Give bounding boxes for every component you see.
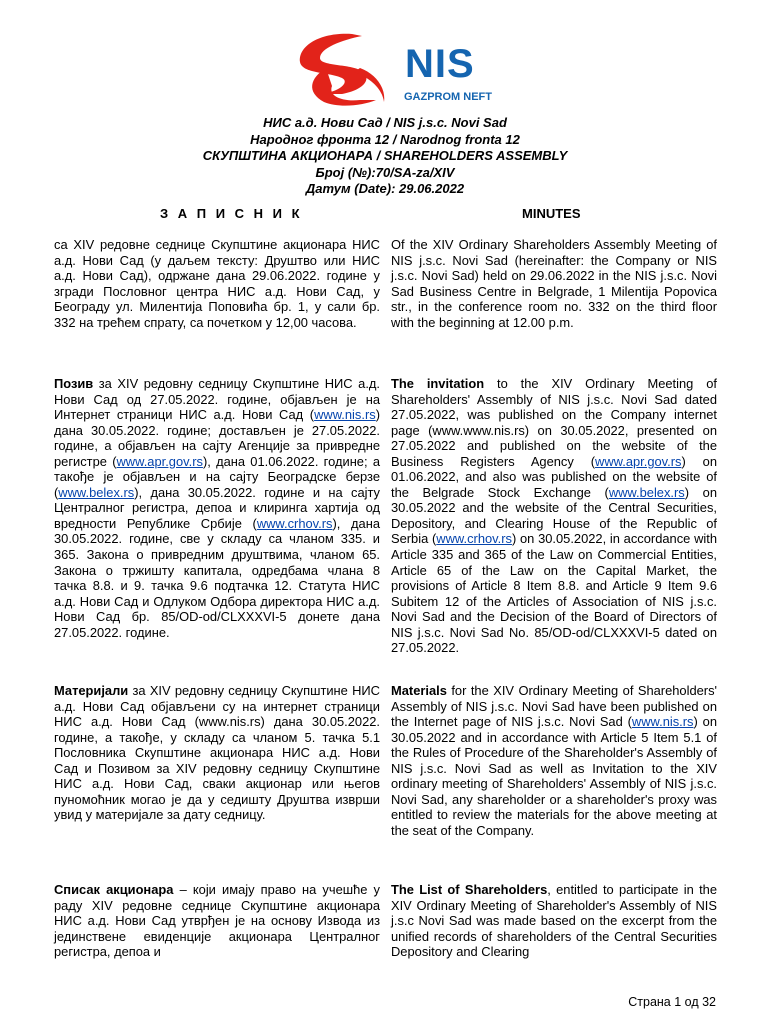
company-name: НИС а.д. Нови Сад / NIS j.s.c. Novi Sad — [263, 115, 507, 130]
text-span: to the XIV Ordinary Meeting of Shareholders' Assembly of NIS j.s.c. Novi Sad dated 27.05.2022, was published on the Company internet page (www.www.nis.rs) on 30.05.2022, presented on 27.05.2022 and published on the website of the Business Registers Agency ( — [391, 376, 717, 469]
document-number: Број (№):70/SA-za/XIV — [315, 164, 455, 180]
logo — [0, 28, 770, 112]
text-span: – који имају право на учешће у раду XIV редовне седнице Скупштине акционара НИС а.д. Нови Сад утврђен је на основу Извода из јединствене евиденције акционара Централног регистра, депоа и — [54, 882, 380, 960]
logo-subtitle: GAZPROM NEFT — [404, 91, 492, 103]
page-number: Страна 1 од 32 — [628, 995, 716, 1009]
link-crhov[interactable]: www.crhov.rs — [436, 531, 512, 547]
link-apr[interactable]: www.apr.gov.rs — [595, 453, 682, 469]
text-span: ), дана 01.06.2022. године; а такође је објављен и на сајту Београдске берзе ( — [54, 453, 380, 500]
text-span: ) on 30.05.2022, in accordance with Article 335 and 365 of the Law on Commercial Entities, Article 65 of the Law on the Capital Market, the provisions of Article 8 Item 8.8. and Article 9 Item 9.6 Subitem 12 of the Articles of Association of NIS j.s.c. Novi Sad and the Decision of the Board of Directors of NIS j.s.c. Novi Sad No. 85/OD-od/CLXXXVI-5 dated on 27.05.2022. — [391, 531, 717, 656]
text-span: ) дана 30.05.2022. године; достављен је 27.05.2022. године, а објављен на сајту Агенције за привредне регистре ( — [54, 407, 380, 469]
link-belex[interactable]: www.belex.rs — [608, 484, 685, 500]
document-date: Датум (Date): 29.06.2022 — [305, 181, 465, 196]
link-belex[interactable]: www.belex.rs — [58, 484, 135, 500]
paragraph-intro-sr: са XIV редовне седнице Скупштине акционара НИС а.д. Нови Сад (у даљем тексту: Друштво или НИС а.д. Нови Сад), одржане дана 29.06.2022. године у згради Пословног центра НИС а.д. Нови Сад, у Београду ул. Милентија Поповића бр. 1, у сали бр. 332 на трећем спрату, са почетком у 12,00 часова. — [54, 237, 380, 330]
materials-heading-en: Materials — [391, 683, 447, 698]
company-address: Народног фронта 12 / Narodnog fronta 12 — [250, 131, 520, 147]
paragraph-shareholders-sr — [54, 882, 380, 960]
shareholders-heading-sr: Списак акционара — [54, 882, 174, 897]
title-serbian: З А П И С Н И К — [160, 206, 303, 221]
link-nis[interactable]: www.nis.rs — [314, 407, 376, 423]
paragraph-materials-sr — [54, 683, 380, 823]
paragraph-intro-en: Of the XIV Ordinary Shareholders Assembly Meeting of NIS j.s.c. Novi Sad (hereinafter: the Company or NIS j.s.c. Novi Sad) held on 29.06.2022 in the NIS j.s.c. Novi Sad Business Centre in Belgrade, 1 Milentija Popovica str., in the conference room no. 332 on the third floor with the beginning at 12.00 p.m. — [391, 237, 717, 330]
text-span: for the XIV Ordinary Meeting of Shareholders' Assembly of NIS j.s.c. Novi Sad have been published on the Internet page of NIS j.s.c. Novi Sad ( — [391, 683, 717, 730]
link-crhov[interactable]: www.crhov.rs — [256, 515, 333, 531]
text-span: за XIV редовну седницу Скупштине НИС а.д. Нови Сад објављени су на интернет страници НИС а.д. Нови Сад (www.nis.rs) дана 30.05.2022. године, а такође, у складу са чланом 5. тачка 5.1 Пословника Скупштине акционара НИС а.д. Нови Сад и Позивом за XIV редовну седницу Скупштине НИС а.д. Нови Сад, сваки акционар или његов пуномоћник могао је да у седишту Друштва изврши увид у материјале за дату седницу. — [54, 683, 380, 823]
text-span: ), дана 30.05.2022. године и на сајту Централног регистра, депоа и клиринга хартија од вредности Републике Србије ( — [54, 484, 380, 531]
link-nis[interactable]: www.nis.rs — [631, 714, 694, 730]
paragraph-invitation-sr — [54, 376, 380, 640]
assembly-title: СКУПШТИНА АКЦИОНАРА / SHAREHOLDERS ASSEMBLY — [202, 148, 568, 163]
paragraph-materials-en — [391, 683, 717, 838]
logo-text: NIS — [405, 42, 475, 86]
shareholders-heading-en: The List of Shareholders — [391, 882, 548, 897]
paragraph-shareholders-en — [391, 882, 717, 960]
link-apr[interactable]: www.apr.gov.rs — [116, 453, 203, 469]
materials-heading-sr: Материјали — [54, 683, 129, 698]
title-english: MINUTES — [522, 206, 581, 221]
text-span: , entitled to participate in the XIV Ordinary Meeting of Shareholder's Assembly of NIS j.s.c Novi Sad was made based on the excerpt from the unified records of shareholders of the Central Securities Depository and Clearing — [391, 882, 717, 960]
nis-logo-mark-icon — [290, 28, 400, 112]
text-span: ) on 30.05.2022 and the website of the Central Securities, Depository, and Clearing House of the Republic of Serbia ( — [391, 484, 717, 547]
text-span: ), дана 30.05.2022. године, све у складу са чланом 335. и 365. Закона о привредним друштвима, чланом 65. Закона о тржишту капитала, одредбама члана 8 тачка 8.8. и 9. тачка 9.6 подтачка 12. Статута НИС а.д. Нови Сад и Одлуком Одбора директора НИС а.д. Нови Сад бр. 85/OD-od/CLXXXVI-5 донете дана 27.05.2022. године. — [54, 515, 380, 640]
document-header — [0, 115, 770, 198]
text-span: ) on 30.05.2022 and in accordance with Article 5 Item 5.1 of the Rules of Procedure of the Shareholder's Assembly of NIS j.s.c. Novi Sad as well as Invitation to the XIV ordinary meeting of Shareholders' Assembly of NIS j.s.c. Novi Sad, any shareholder or a shareholder's proxy was entitled to review the materials for the above meeting at the seat of the Company. — [391, 714, 718, 838]
text-span: ) on 01.06.2022, and also was published on the website of the Belgrade Stock Exchange ( — [391, 453, 717, 500]
text-span: за XIV редовну седницу Скупштине НИС а.д. Нови Сад од 27.05.2022. године, објављен је на Интернет страници НИС а.д. Нови Сад ( — [54, 376, 380, 423]
paragraph-invitation-en — [391, 376, 717, 656]
invitation-heading-sr: Позив — [54, 376, 94, 391]
invitation-heading-en: The invitation — [391, 376, 485, 391]
